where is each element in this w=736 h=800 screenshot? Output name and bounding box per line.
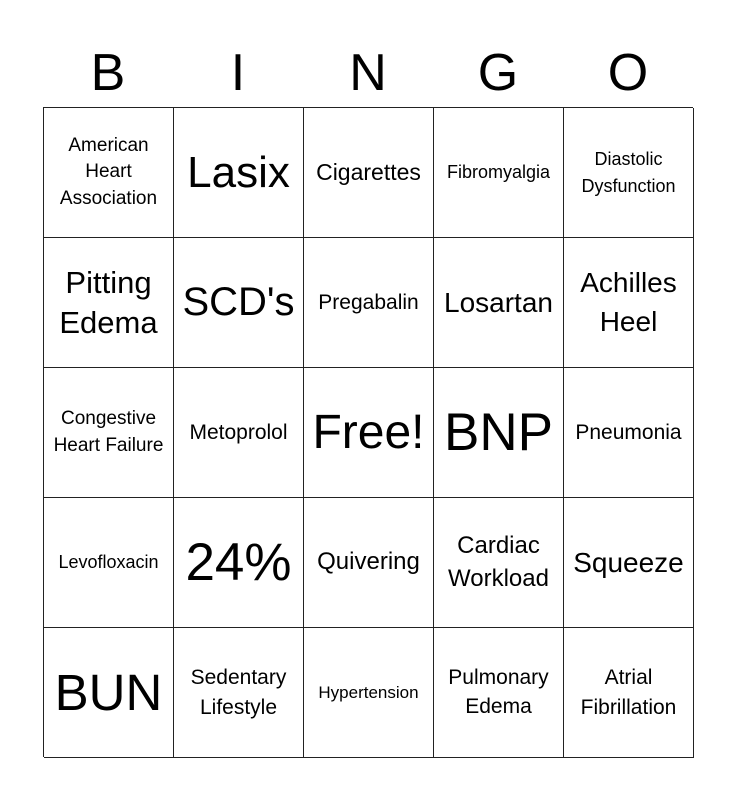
bingo-cell: Squeeze bbox=[564, 498, 694, 628]
bingo-cell: 24% bbox=[174, 498, 304, 628]
bingo-cell: Losartan bbox=[434, 238, 564, 368]
bingo-cell: SCD's bbox=[174, 238, 304, 368]
bingo-cell: Quivering bbox=[304, 498, 434, 628]
bingo-cell: Cigarettes bbox=[304, 108, 434, 238]
bingo-cell: Pitting Edema bbox=[44, 238, 174, 368]
bingo-cell: Lasix bbox=[174, 108, 304, 238]
bingo-header bbox=[43, 40, 693, 106]
bingo-board bbox=[43, 107, 693, 757]
header-letter-n: N bbox=[349, 44, 387, 102]
bingo-cell: Fibromyalgia bbox=[434, 108, 564, 238]
bingo-cell: Metoprolol bbox=[174, 368, 304, 498]
bingo-cell: Atrial Fibrillation bbox=[564, 628, 694, 758]
bingo-cell: American Heart Association bbox=[44, 108, 174, 238]
header-letter-b: B bbox=[90, 44, 126, 102]
bingo-cell: Cardiac Workload bbox=[434, 498, 564, 628]
bingo-cell: Hypertension bbox=[304, 628, 434, 758]
bingo-cell: Levofloxacin bbox=[44, 498, 174, 628]
bingo-cell: Sedentary Lifestyle bbox=[174, 628, 304, 758]
bingo-cell: Diastolic Dysfunction bbox=[564, 108, 694, 238]
bingo-cell: Congestive Heart Failure bbox=[44, 368, 174, 498]
bingo-cell: Pulmonary Edema bbox=[434, 628, 564, 758]
bingo-cell: BNP bbox=[434, 368, 564, 498]
header-letter-i: I bbox=[230, 44, 246, 102]
bingo-cell: Pregabalin bbox=[304, 238, 434, 368]
bingo-cell: Free! bbox=[304, 368, 434, 498]
header-letter-g: G bbox=[477, 44, 519, 102]
header-letter-o: O bbox=[607, 44, 649, 102]
bingo-cell: Pneumonia bbox=[564, 368, 694, 498]
bingo-cell: Achilles Heel bbox=[564, 238, 694, 368]
bingo-cell: BUN bbox=[44, 628, 174, 758]
